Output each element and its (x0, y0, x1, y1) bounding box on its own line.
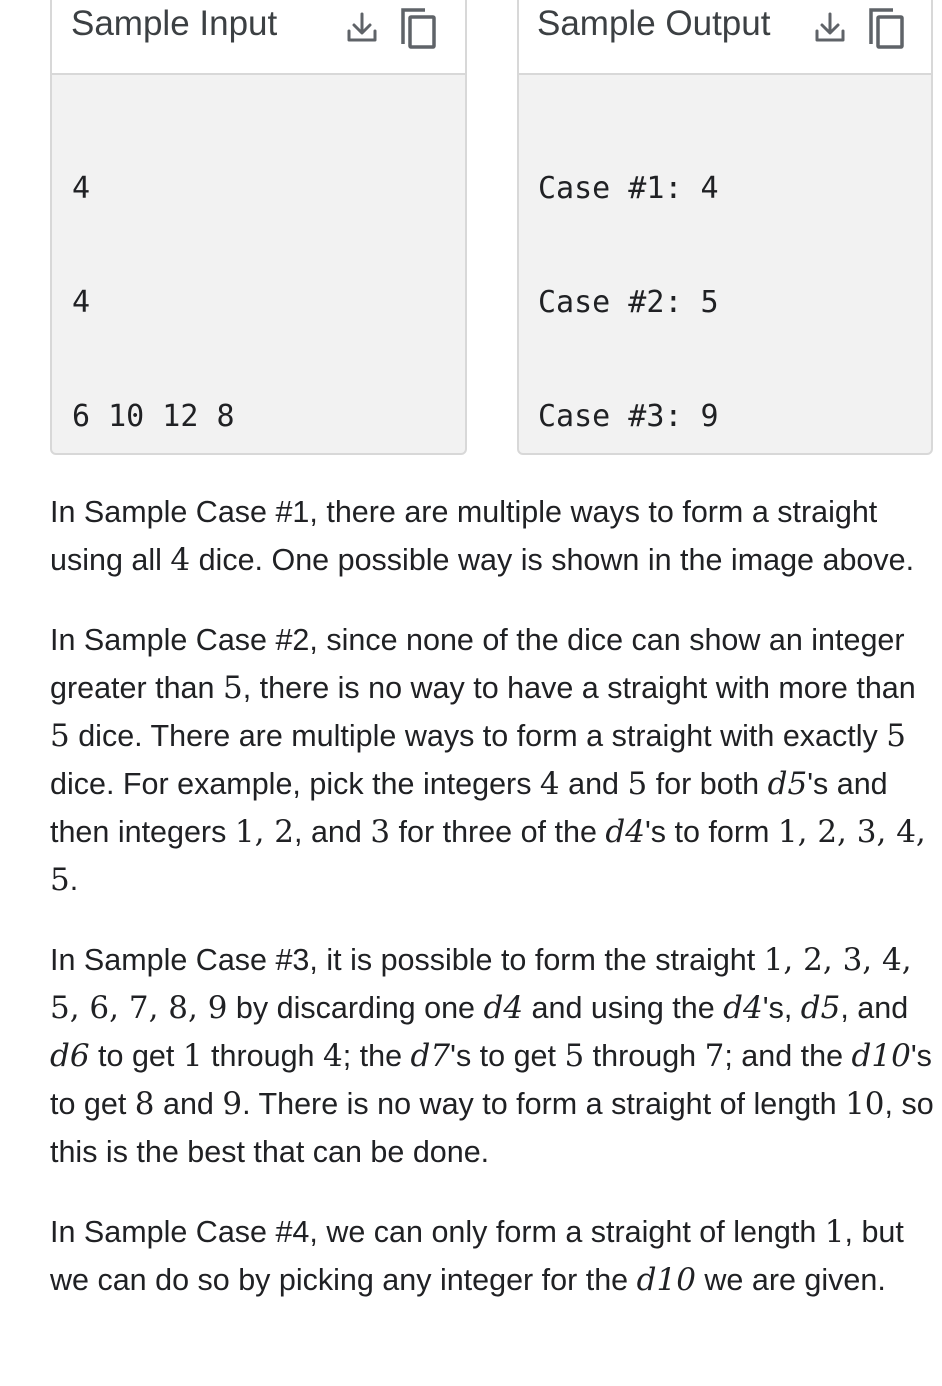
math: 5 (222, 670, 243, 706)
sample-input-panel (50, 0, 467, 455)
math: d4 (723, 990, 763, 1026)
math: d5 (767, 766, 808, 802)
math: d10 (636, 1262, 696, 1298)
input-line: 4 (72, 285, 91, 320)
copy-icon[interactable] (399, 4, 439, 50)
math: 4 (322, 1038, 343, 1074)
text: . (69, 863, 79, 897)
text: . There is no way to form a straight of length (242, 1087, 846, 1121)
explanation-case-4 (50, 1208, 935, 1304)
math: 5 (564, 1038, 585, 1074)
text: In Sample Case #3, it is possible to form the straight (50, 943, 764, 977)
math: 10 (845, 1086, 885, 1122)
text: , there is no way to have a straight with more than (242, 671, 916, 705)
explanation-case-3 (50, 936, 935, 1176)
math: , (254, 814, 275, 850)
math: 1 (234, 814, 255, 850)
text: by discarding one (227, 991, 484, 1025)
math: 1 (182, 1038, 203, 1074)
text: through (202, 1039, 323, 1073)
text: In Sample Case #1, there are multiple ways to form a straight using all (50, 495, 878, 577)
sample-explanations (50, 488, 935, 1336)
math: d4 (483, 990, 524, 1026)
text: , but we can do so by picking any integer for the (50, 1215, 904, 1297)
math: d10 (851, 1038, 911, 1074)
text: In Sample Case #4, we can only form a straight of length (50, 1215, 825, 1249)
text: dice. One possible way is shown in the image above. (190, 543, 915, 577)
copy-icon[interactable] (867, 4, 907, 50)
download-icon[interactable] (342, 4, 382, 50)
math: 1 (824, 1214, 845, 1250)
text: ; the (342, 1039, 411, 1073)
math: 5 (886, 718, 906, 754)
text: 's and then integers (50, 767, 888, 849)
math: d5 (800, 990, 841, 1026)
download-icon[interactable] (810, 4, 850, 50)
text: we are given. (695, 1263, 886, 1297)
sample-output-content (538, 94, 719, 455)
text: 's, (762, 991, 801, 1025)
text: dice. There are multiple ways to form a straight with exactly (69, 719, 887, 753)
explanation-case-1 (50, 488, 935, 584)
math: d6 (50, 1038, 90, 1074)
text: 's to get (50, 1039, 932, 1121)
text: and (154, 1087, 223, 1121)
sample-input-header (52, 0, 465, 75)
math: 4 (539, 766, 560, 802)
input-line: 6 10 12 8 (72, 399, 235, 434)
text: and (559, 767, 628, 801)
text: to get (89, 1039, 183, 1073)
math: d4 (605, 814, 645, 850)
input-line: 4 (72, 171, 91, 206)
explanation-case-2 (50, 616, 935, 904)
sample-output-title: Sample Output (537, 4, 771, 43)
math: 1, 2, 3, 4, 5 (50, 814, 926, 898)
output-line: Case #1: 4 (538, 171, 719, 206)
text: 's to get (450, 1039, 565, 1073)
sample-output-header (519, 0, 931, 75)
text: , so this is the best that can be done. (50, 1087, 934, 1169)
text: In Sample Case #2, since none of the dice can show an integer greater than (50, 623, 905, 705)
sample-input-content (72, 94, 415, 455)
sample-input-title: Sample Input (71, 4, 278, 43)
output-line: Case #2: 5 (538, 285, 719, 320)
text: for three of the (390, 815, 606, 849)
math: 1, 2, 3, 4, 5, 6, 7, 8, 9 (50, 942, 912, 1026)
text: and using the (523, 991, 724, 1025)
text: 's to form (644, 815, 778, 849)
text: , and (294, 815, 371, 849)
text: for both (647, 767, 768, 801)
math: 8 (134, 1086, 155, 1122)
math: 3 (370, 814, 391, 850)
output-line: Case #3: 9 (538, 399, 719, 434)
math: 4 (170, 542, 191, 578)
math: 5 (50, 718, 70, 754)
text: through (584, 1039, 705, 1073)
math: d7 (410, 1038, 451, 1074)
text: dice. For example, pick the integers (50, 767, 540, 801)
math: 2 (274, 814, 295, 850)
text: , and (840, 991, 909, 1025)
text: ; and the (724, 1039, 852, 1073)
math: 9 (222, 1086, 243, 1122)
sample-output-panel (517, 0, 933, 455)
math: 5 (627, 766, 648, 802)
math: 7 (704, 1038, 725, 1074)
